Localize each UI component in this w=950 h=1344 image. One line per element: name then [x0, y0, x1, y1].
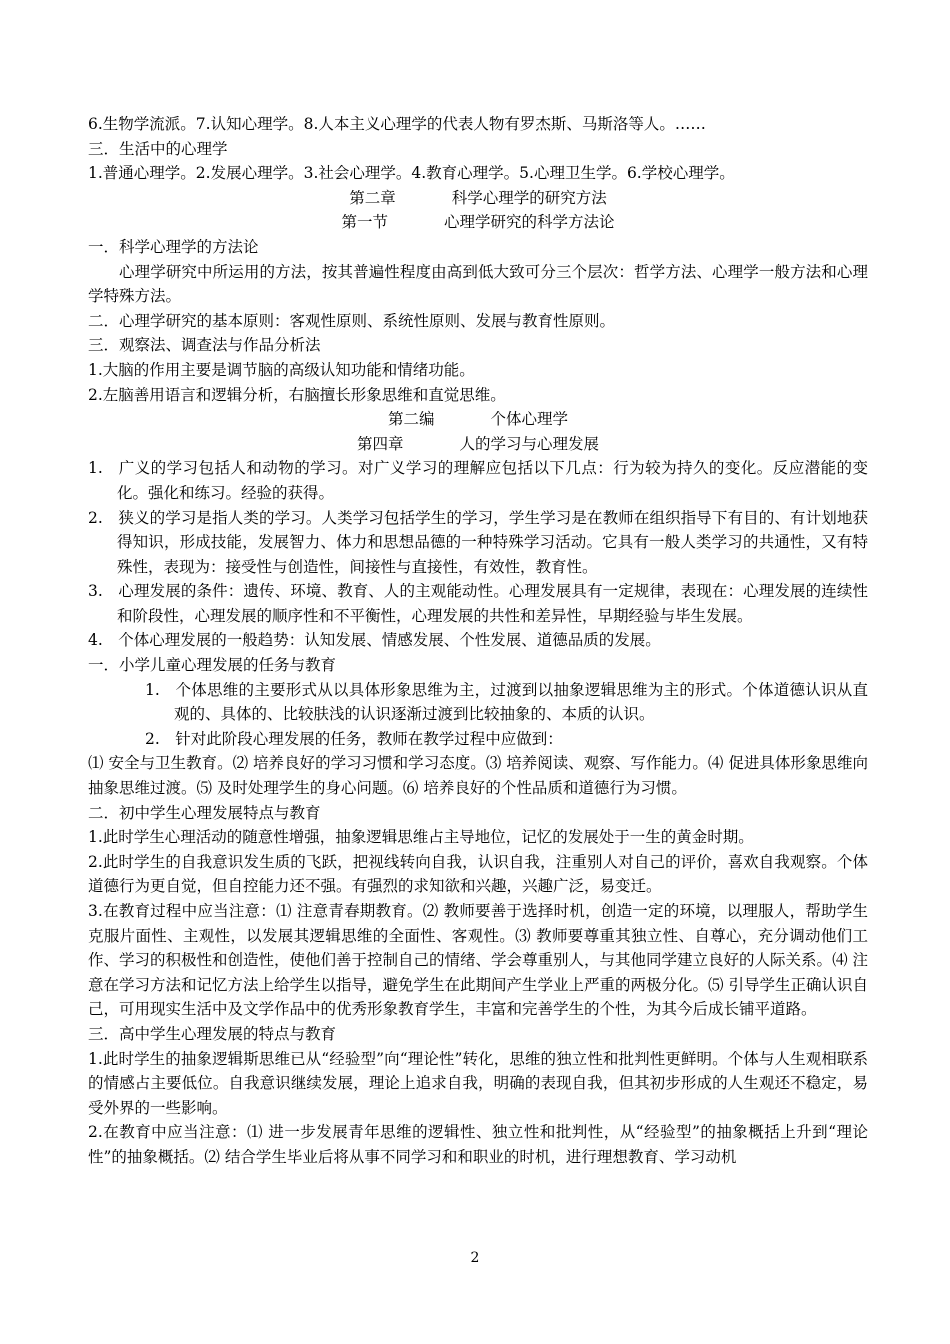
section-heading: 三．观察法、调查法与作品分析法: [88, 336, 321, 355]
numbered-subitem: 1. 个体思维的主要形式从以具体形象思维为主，过渡到以抽象逻辑思维为主的形式。个体道德认识从直观的、具体的、比较肤浅的认识逐渐过渡到比较抽象的、本质的认识。: [145, 680, 868, 724]
section-number: 第一节: [341, 213, 388, 232]
text-line: 1.普通心理学。2.发展心理学。3.社会心理学。4.教育心理学。5.心理卫生学。6.学校心理学。: [88, 164, 735, 183]
section-heading: 二．初中学生心理发展特点与教育: [88, 803, 321, 822]
numbered-item: 4. 个体心理发展的一般趋势：认知发展、情感发展、个性发展、道德品质的发展。: [88, 631, 661, 650]
chapter-title: 人的学习与心理发展: [459, 434, 600, 453]
text-line: 1.大脑的作用主要是调节脑的高级认知功能和情绪功能。: [88, 360, 475, 379]
page-number: 2: [470, 1250, 480, 1266]
section-heading: 一．科学心理学的方法论: [88, 237, 259, 256]
chapter-number: 第四章: [356, 434, 404, 453]
part-number: 第二编: [387, 410, 435, 429]
section-name: 心理学研究的科学方法论: [444, 213, 615, 232]
paragraph: 2.在教育中应当注意：⑴ 进一步发展青年思维的逻辑性、独立性和批判性，从“经验型”的抽象概括上升到“理论性”的抽象概括。⑵ 结合学生毕业后将从事不同学习和和职业的时机，进行理想教育、学习动机: [88, 1123, 868, 1166]
chapter-heading: [88, 186, 868, 211]
section-heading: 二．心理学研究的基本原则：客观性原则、系统性原则、发展与教育性原则。: [88, 311, 616, 330]
numbered-item: 2. 狭义的学习是指人类的学习。人类学习包括学生的学习，学生学习是在教师在组织指导下有目的、有计划地获得知识，形成技能，发展智力、体力和思想品德的一种特殊学习活动。它具有一般人类学习的共通性，又有特殊性，表现为：接受性与创造性，间接性与直接性，有效性，教育性。: [88, 508, 868, 576]
numbered-item: 1. 广义的学习包括人和动物的学习。对广义学习的理解应包括以下几点：行为较为持久的变化。反应潜能的变化。强化和练习。经验的获得。: [88, 459, 868, 502]
paragraph: ⑴ 安全与卫生教育。⑵ 培养良好的学习习惯和学习态度。⑶ 培养阅读、观察、写作能力。⑷ 促进具体形象思维向抽象思维过渡。⑸ 及时处理学生的身心问题。⑹ 培养良好的个性品质和道德行为习惯。: [88, 754, 868, 798]
text-line: 2.左脑善用语言和逻辑分析，右脑擅长形象思维和直觉思维。: [88, 385, 506, 404]
text-line: 6.生物学流派。7.认知心理学。8.人本主义心理学的代表人物有罗杰斯、马斯洛等人。……: [88, 115, 706, 133]
paragraph: 3.在教育过程中应当注意：⑴ 注意青春期教育。⑵ 教师要善于选择时机，创造一定的环境，以理服人，帮助学生克服片面性、主观性，以发展其逻辑思维的全面性、客观性。⑶ 教师要尊重其独立性、自尊心，充分调动他们工作、学习的积极性和创造性，使他们善于控制自己的情绪、学会尊重别人，与其他同学建立良好的人际关系。⑷ 注意在学习方法和记忆方法上给学生以指导，避免学生在此期间产生学业上严重的两极分化。⑸ 引导学生正确认识自己，可用现实生活中及文学作品中的优秀形象教育学生，丰富和完善学生的个性，为其今后成长铺平道路。: [88, 902, 868, 1019]
numbered-subitem: 2. 针对此阶段心理发展的任务，教师在教学过程中应做到：: [145, 729, 563, 748]
paragraph: 1.此时学生的抽象逻辑斯思维已从“经验型”向“理论性”转化，思维的独立性和批判性更鲜明。个体与人生观相联系的情感占主要低位。自我意识继续发展，理论上追求自我，明确的表现自我，但其初步形成的人生观还不稳定，易受外界的一些影响。: [88, 1049, 868, 1117]
numbered-item: 3. 心理发展的条件：遗传、环境、教育、人的主观能动性。心理发展具有一定规律，表现在：心理发展的连续性和阶段性，心理发展的顺序性和不平衡性，心理发展的共性和差异性，早期经验与毕生发展。: [88, 582, 868, 625]
chapter-number: 第二章: [349, 188, 396, 207]
paragraph: 2.此时学生的自我意识发生质的飞跃，把视线转向自我，认识自我，注重别人对自己的评价，喜欢自我观察。个体道德行为更自觉，但自控能力还不强。有强烈的求知欲和兴趣，兴趣广泛，易变迁。: [88, 852, 868, 896]
part-title: 个体心理学: [490, 410, 569, 429]
section-heading: 一．小学儿童心理发展的任务与教育: [88, 656, 337, 675]
part-heading: [88, 407, 868, 432]
paragraph: 1.此时学生心理活动的随意性增强，抽象逻辑思维占主导地位，记忆的发展处于一生的黄金时期。: [88, 828, 754, 847]
paragraph: 心理学研究中所运用的方法，按其普遍性程度由高到低大致可分三个层次：哲学方法、心理学一般方法和心理学特殊方法。: [88, 262, 868, 306]
chapter-title: 科学心理学的研究方法: [451, 188, 607, 207]
chapter-heading: [88, 432, 868, 457]
section-heading: 三．生活中的心理学: [88, 139, 228, 158]
section-heading: 三．高中学生心理发展的特点与教育: [88, 1024, 337, 1043]
section-title: [88, 210, 868, 235]
page-body: [88, 112, 868, 1170]
